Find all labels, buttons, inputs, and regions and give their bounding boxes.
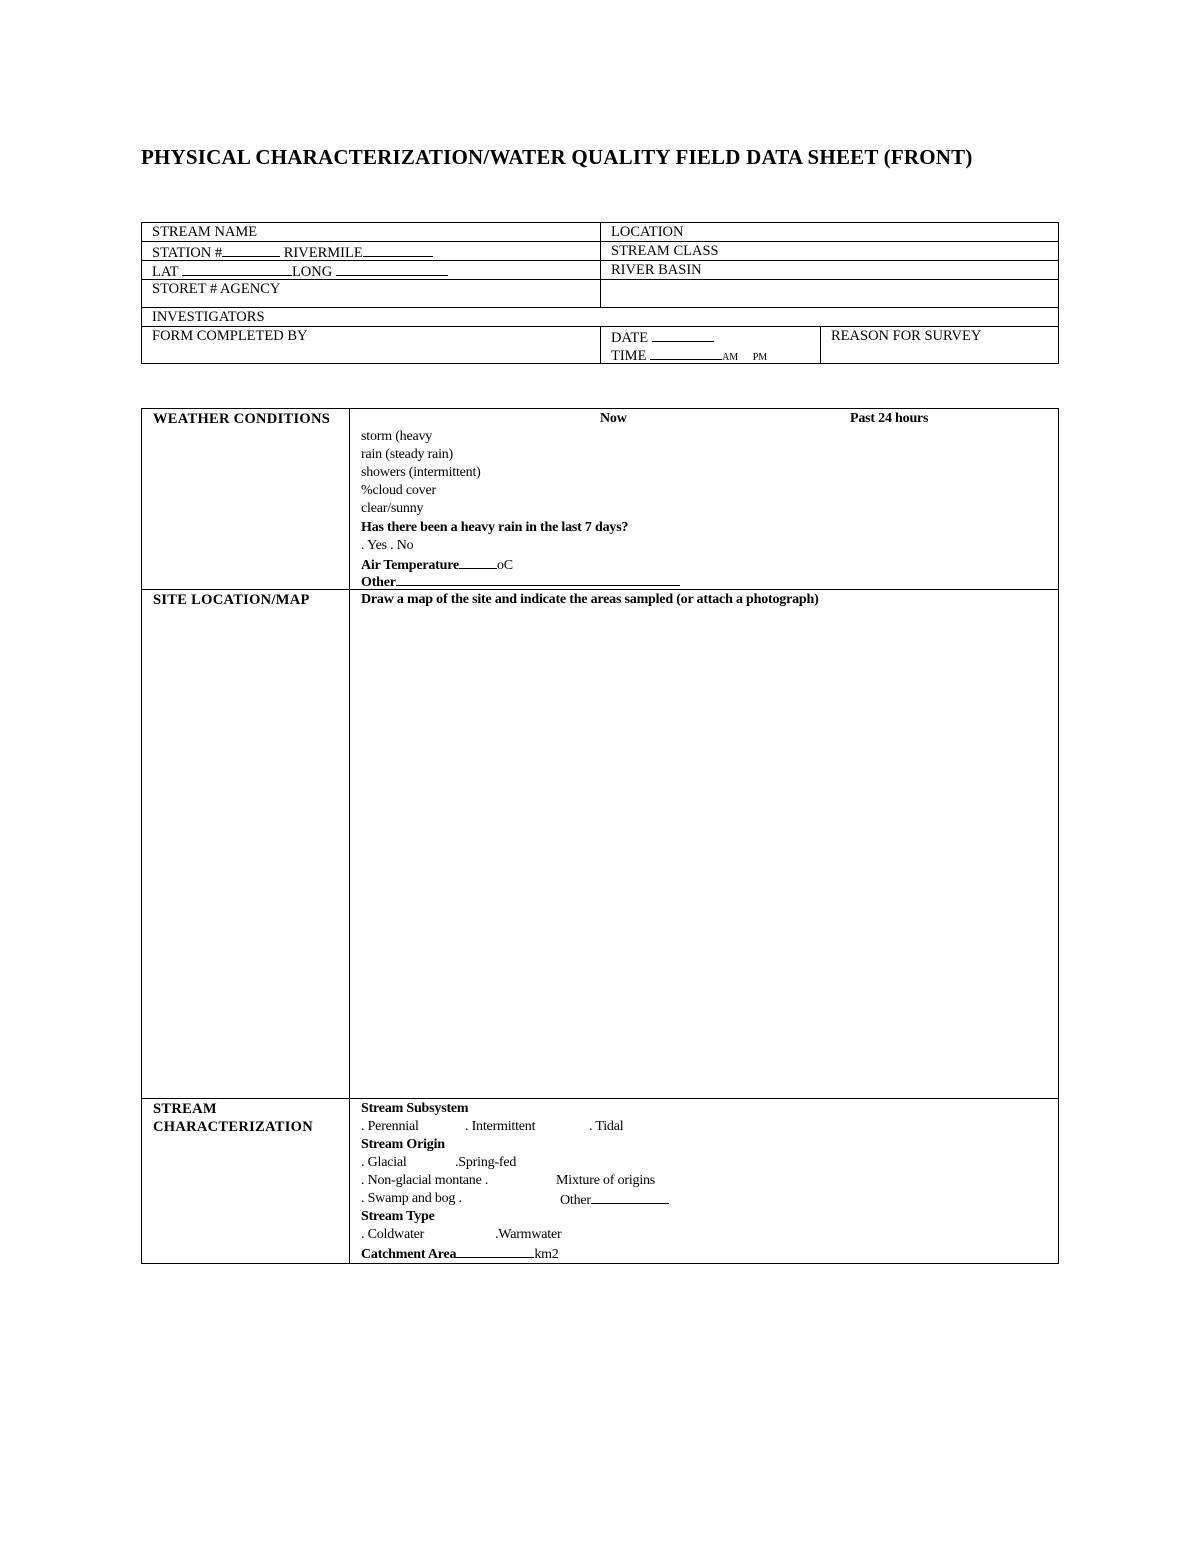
river-basin-field[interactable]: RIVER BASIN [611,262,702,278]
heavy-rain-question: Has there been a heavy rain in the last 7 days? [361,520,629,535]
am-label: AM [722,352,739,363]
form-completed-by-field[interactable]: FORM COMPLETED BY [152,328,308,344]
page-title: PHYSICAL CHARACTERIZATION/WATER QUALITY FIELD DATA SHEET (FRONT) [141,145,973,169]
weather-option-clear[interactable]: clear/sunny [361,501,424,516]
stream-characterization-label: STREAM CHARACTERIZATION [153,1101,314,1135]
stream-origin-heading: Stream Origin [361,1137,445,1152]
conditions-table [141,408,1059,1264]
heavy-rain-yes-no[interactable]: . Yes . No [361,538,414,553]
subsystem-perennial[interactable]: . Perennial [361,1119,419,1134]
site-map-instruction: Draw a map of the site and indicate the areas sampled (or attach a photograph) [361,592,819,607]
reason-for-survey-field[interactable]: REASON FOR SURVEY [831,328,982,344]
origin-spring-fed[interactable]: .Spring-fed [455,1155,517,1170]
pm-label: PM [752,352,768,363]
rivermile-label: RIVERMILE [283,245,363,261]
now-header: Now [600,411,627,426]
subsystem-tidal[interactable]: . Tidal [589,1119,624,1134]
lat-field[interactable]: LAT LONG [152,262,448,281]
header-table [141,222,1059,364]
stream-name-field[interactable]: STREAM NAME [152,224,258,240]
weather-option-rain[interactable]: rain (steady rain) [361,447,454,462]
site-map-area[interactable] [351,609,1057,1096]
stream-type-heading: Stream Type [361,1209,435,1224]
station-field[interactable]: STATION # RIVERMILE [152,243,433,262]
origin-mixture[interactable]: Mixture of origins [556,1173,656,1188]
subsystem-intermittent[interactable]: . Intermittent [465,1119,536,1134]
origin-glacial[interactable]: . Glacial [361,1155,407,1170]
date-field[interactable]: DATE [611,328,714,347]
origin-other-field[interactable]: Other [560,1190,669,1210]
air-temperature-field[interactable]: Air Temperature oC [361,555,513,575]
type-warmwater[interactable]: .Warmwater [495,1227,562,1242]
investigators-field[interactable]: INVESTIGATORS [152,309,265,325]
past-24-header: Past 24 hours [850,411,929,426]
time-field[interactable]: TIME AM PM [611,348,768,364]
stream-class-field[interactable]: STREAM CLASS [611,243,719,259]
stream-subsystem-heading: Stream Subsystem [361,1101,469,1116]
site-location-label: SITE LOCATION/MAP [153,592,310,608]
catchment-area-field[interactable]: Catchment Area km2 [361,1244,559,1264]
weather-other-field[interactable]: Other [361,572,680,592]
type-coldwater[interactable]: . Coldwater [361,1227,425,1242]
weather-option-storm[interactable]: storm (heavy [361,429,433,444]
location-field[interactable]: LOCATION [611,224,684,240]
weather-option-cloud[interactable]: %cloud cover [361,483,436,498]
long-label: LONG [291,264,333,280]
weather-conditions-label: WEATHER CONDITIONS [153,411,331,427]
origin-swamp-bog[interactable]: . Swamp and bog . [361,1191,462,1206]
weather-option-showers[interactable]: showers (intermittent) [361,465,481,480]
storet-agency-field[interactable]: STORET # AGENCY [152,281,281,297]
origin-non-glacial[interactable]: . Non-glacial montane . [361,1173,489,1188]
